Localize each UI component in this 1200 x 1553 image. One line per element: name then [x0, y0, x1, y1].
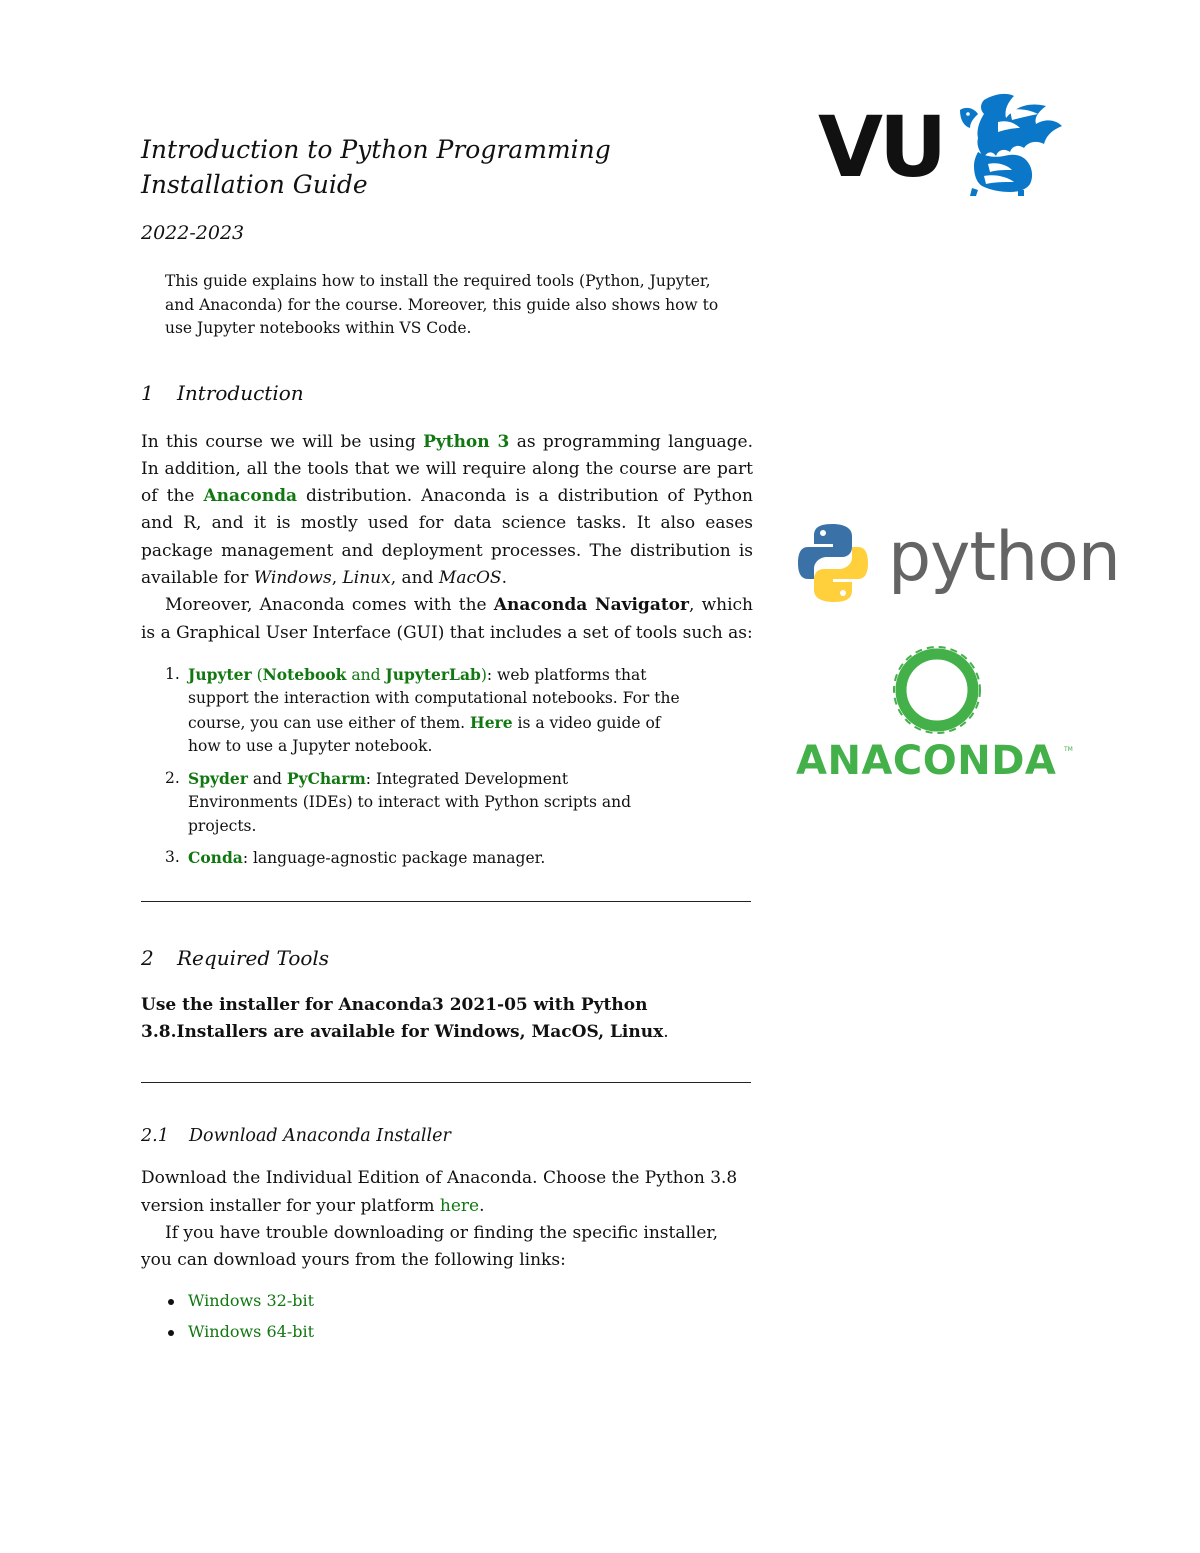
- text-run: distribution. Anaconda is a distribution of Python and R, and it is mostly used for data science tasks. It also eases package management and deployment processes. The distribution is available for: [141, 486, 753, 588]
- anaconda-logo: [796, 645, 1078, 790]
- download-links-list: [141, 1289, 753, 1344]
- list-marker: 2.: [165, 768, 180, 787]
- text-run: .: [501, 567, 507, 588]
- vu-logo-text: VU: [818, 98, 944, 196]
- os-macos: MacOS: [438, 567, 502, 588]
- horizontal-rule: [141, 1082, 751, 1083]
- section-2-1-paragraph-1: [141, 1165, 753, 1220]
- document-year: 2022-2023: [141, 222, 245, 244]
- text-run: : web platforms that support the interaction with computational notebooks. For the course, you can use either of them.: [188, 665, 680, 732]
- text-run: (: [251, 665, 263, 684]
- text-run: : language-agnostic package manager.: [242, 849, 546, 868]
- section-2-number: 2: [141, 945, 154, 970]
- python-logo-text: python: [888, 518, 1120, 597]
- horizontal-rule: [141, 901, 751, 902]
- python-logo: [798, 518, 1120, 610]
- text-run: , and: [390, 567, 439, 588]
- section-2-1-paragraph-2: If you have trouble downloading or finding the specific installer, you can download yours from the following links:: [141, 1223, 719, 1271]
- text-run: In this course we will be using: [141, 431, 424, 452]
- list-item: [141, 663, 681, 759]
- section-2-heading: [141, 944, 753, 972]
- vu-logo: [818, 92, 1064, 196]
- installer-here-link[interactable]: here: [439, 1195, 480, 1216]
- text-run: and: [346, 665, 386, 684]
- os-windows: Windows: [253, 567, 332, 588]
- text-run: Use the installer for Anaconda3 2021-05 with Python 3.8.Installers are available for Windows, MacOS, Linux: [141, 994, 664, 1043]
- python-snakes-icon: [798, 522, 868, 604]
- conda-link[interactable]: Conda: [188, 848, 243, 868]
- text-run: ): [480, 665, 487, 684]
- text-run: .: [663, 1022, 669, 1043]
- text-run: and: [247, 769, 287, 788]
- anaconda-link[interactable]: Anaconda: [203, 486, 297, 507]
- text-run: as programming language. In addition, all the tools that we will require along the course are part of the: [141, 431, 753, 507]
- text-run: .: [479, 1195, 485, 1216]
- list-item: [141, 1320, 753, 1344]
- anaconda-ring-icon: [892, 645, 982, 735]
- list-item: [141, 1289, 753, 1313]
- section-2-title: Required Tools: [177, 945, 330, 970]
- section-2-1-heading: [141, 1123, 753, 1149]
- section-2-1-title: Download Anaconda Installer: [189, 1126, 451, 1147]
- bullet: [168, 1330, 174, 1336]
- jupyterlab-link[interactable]: JupyterLab: [385, 664, 481, 684]
- list-item: [141, 767, 681, 839]
- pycharm-link[interactable]: PyCharm: [286, 768, 366, 788]
- jupyter-link[interactable]: Jupyter: [188, 664, 252, 684]
- windows-32-bit-link[interactable]: Windows 32-bit: [188, 1290, 315, 1310]
- anaconda-navigator-term: Anaconda Navigator: [493, 595, 689, 616]
- document-title: Introduction to Python Programming Installation Guide: [141, 135, 611, 199]
- notebook-link[interactable]: Notebook: [262, 664, 347, 684]
- griffin-icon: [954, 92, 1064, 196]
- text-run: Moreover, Anaconda comes with the: [165, 595, 494, 616]
- section-1-paragraph-2: [141, 592, 753, 647]
- text-run: : Integrated Development Environments (IDEs) to interact with Python scripts and projects.: [188, 769, 632, 835]
- tools-list: [141, 663, 681, 871]
- main-content: [141, 132, 753, 1351]
- abstract: This guide explains how to install the required tools (Python, Jupyter, and Anaconda) for the course. Moreover, this guide also shows how to use Jupyter notebooks within VS Code.: [165, 272, 719, 337]
- spyder-link[interactable]: Spyder: [188, 768, 248, 788]
- anaconda-logo-text: ANACONDA: [796, 738, 1057, 784]
- video-guide-link[interactable]: Here: [470, 712, 513, 732]
- text-run: is a video guide of how to use a Jupyter notebook.: [188, 713, 661, 756]
- list-item: [141, 846, 681, 871]
- section-2-1-number: 2.1: [141, 1126, 169, 1147]
- python-3-link[interactable]: Python 3: [423, 431, 510, 452]
- section-1-heading: [141, 379, 753, 407]
- section-1-title: Introduction: [177, 380, 304, 405]
- list-marker: 1.: [165, 664, 180, 683]
- anaconda-trademark: TM: [1064, 746, 1073, 753]
- bullet: [168, 1299, 174, 1305]
- text-run: , which is a Graphical User Interface (GUI) that includes a set of tools such as:: [141, 595, 754, 643]
- text-run: ,: [331, 567, 343, 588]
- text-run: Download the Individual Edition of Anaconda. Choose the Python 3.8 version installer for your platform: [141, 1168, 738, 1216]
- list-marker: 3.: [165, 848, 180, 867]
- os-linux: Linux: [342, 567, 391, 588]
- section-1-paragraph-1: [141, 429, 753, 593]
- windows-64-bit-link[interactable]: Windows 64-bit: [188, 1321, 315, 1341]
- section-2-paragraph: [141, 992, 753, 1047]
- section-1-number: 1: [141, 380, 154, 405]
